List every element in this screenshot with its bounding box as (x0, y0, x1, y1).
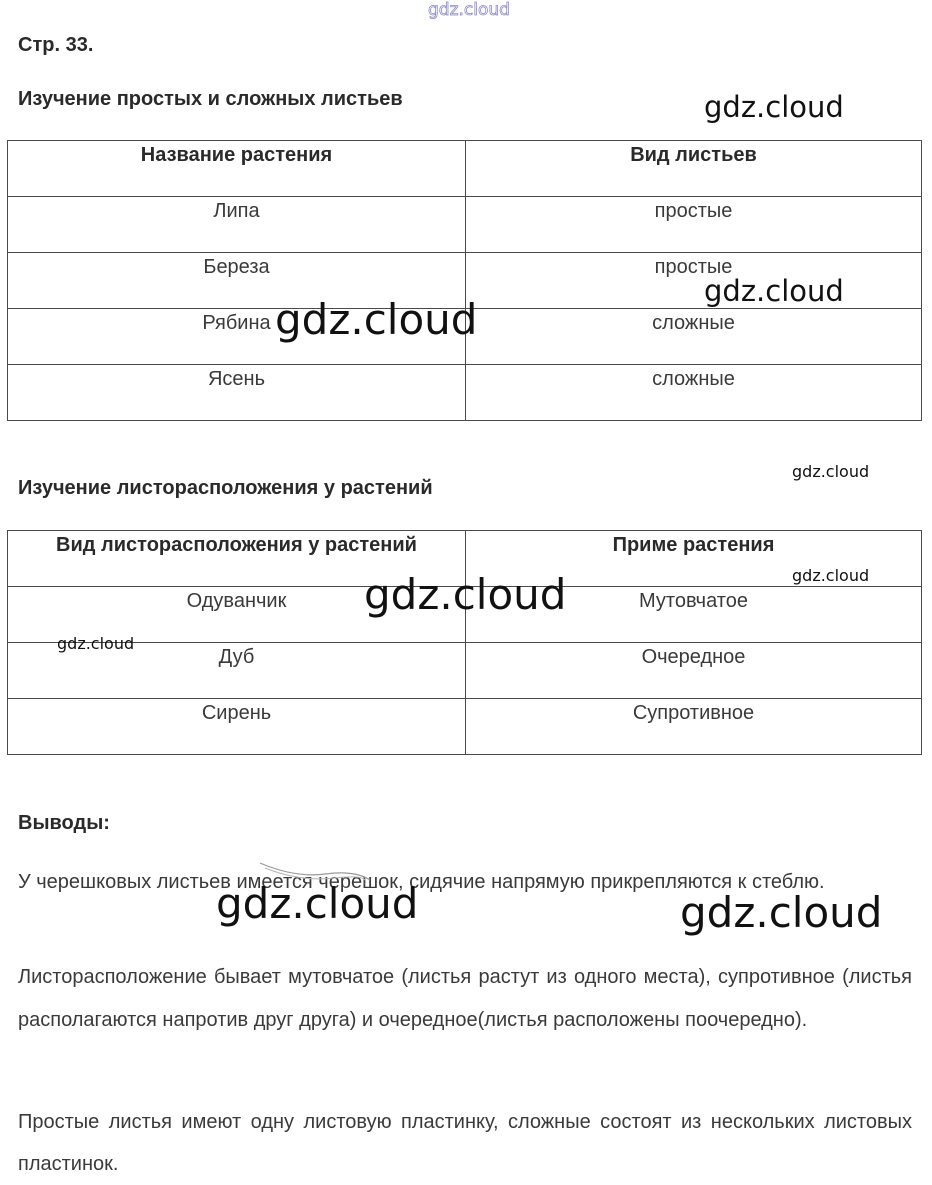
conclusions-title: Выводы: (18, 812, 110, 834)
conclusion-paragraph: Листорасположение бывает мутовчатое (листья растут из одного места), супротивное (листья располагаются напротив друг друга) и очередное(листья расположены поочередно). (18, 966, 912, 1031)
watermark: gdz.cloud (704, 274, 844, 308)
table-cell: простые (466, 253, 922, 309)
table-row (8, 309, 922, 365)
column-header-plant-name: Название растения (8, 141, 466, 197)
table-cell: Очередное (466, 643, 922, 699)
watermark: gdz.cloud (57, 634, 135, 653)
table-row (8, 587, 922, 643)
table-row (8, 197, 922, 253)
leaves-table (7, 140, 922, 421)
watermark: gdz.cloud (704, 90, 844, 124)
table-cell: Дуб (8, 643, 466, 699)
table-cell: Сирень (8, 699, 466, 755)
column-header-arrangement-type: Вид листорасположения у растений (8, 531, 466, 587)
table-cell: Ясень (8, 365, 466, 421)
watermark: gdz.cloud (680, 888, 883, 937)
table-header-row (8, 141, 922, 197)
watermark-top: gdz.cloud (428, 0, 510, 20)
table-cell: сложные (466, 309, 922, 365)
watermark: gdz.cloud (216, 879, 419, 928)
arrangement-table (7, 530, 922, 755)
section-title-simple-compound-leaves: Изучение простых и сложных листьев (18, 88, 403, 110)
table-cell: простые (466, 197, 922, 253)
table-cell: Супротивное (466, 699, 922, 755)
table-cell: сложные (466, 365, 922, 421)
table-row (8, 365, 922, 421)
table-row (8, 699, 922, 755)
conclusion-paragraph: У черешковых листьев имеется черешок, сидячие напрямую прикрепляются к стеблю. (18, 871, 825, 893)
conclusion-paragraph: Простые листья имеют одну листовую пластинку, сложные состоят из нескольких листовых пластинок. (18, 1111, 912, 1175)
scribble-mark (255, 860, 375, 890)
page-number: Стр. 33. (18, 34, 94, 56)
table-cell: Мутовчатое (466, 587, 922, 643)
table-cell: Липа (8, 197, 466, 253)
table-cell: Береза (8, 253, 466, 309)
table-row (8, 643, 922, 699)
column-header-plant-examples: Приме растения (466, 531, 922, 587)
watermark: gdz.cloud (364, 570, 567, 619)
table-row (8, 253, 922, 309)
section-title-leaf-arrangement: Изучение листорасположения у растений (18, 477, 433, 499)
table-cell: Рябина (8, 309, 466, 365)
watermark: gdz.cloud (792, 462, 870, 481)
table-cell: Одуванчик (8, 587, 466, 643)
table-header-row (8, 531, 922, 587)
watermark: gdz.cloud (275, 295, 478, 344)
watermark: gdz.cloud (792, 566, 870, 585)
column-header-leaf-type: Вид листьев (466, 141, 922, 197)
